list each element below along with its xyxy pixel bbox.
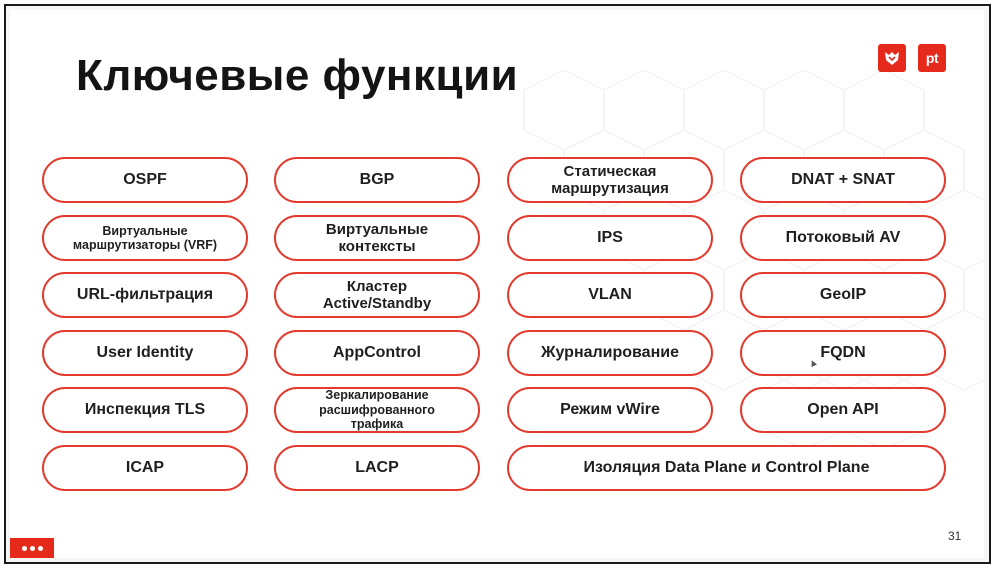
feature-label-line: FQDN: [820, 343, 866, 361]
feature-label-line: VLAN: [588, 285, 632, 303]
feature-label-line: IPS: [597, 228, 623, 246]
feature-pill: [507, 157, 713, 203]
feature-pill: [740, 157, 946, 203]
feature-label: [584, 459, 870, 477]
feature-label-line: URL-фильтрация: [76, 285, 214, 303]
feature-label-line: расшифрованного: [319, 402, 435, 417]
feature-pill: [274, 157, 480, 203]
feature-label: [77, 286, 213, 304]
feature-pill: [740, 387, 946, 433]
feature-label-line: User Identity: [96, 343, 194, 361]
feature-label: [323, 278, 431, 313]
feature-label-line: ICAP: [125, 458, 165, 476]
feature-label-line: Виртуальные: [325, 220, 429, 238]
pt-logo: pt: [918, 44, 946, 72]
presentation-slide: [10, 10, 984, 558]
feature-label: [541, 344, 679, 362]
feature-label-line: GeoIP: [819, 285, 867, 303]
feature-pill: [42, 445, 248, 491]
feature-pill: [42, 157, 248, 203]
feature-label-line: Виртуальные: [102, 223, 188, 238]
feature-label: [73, 224, 217, 253]
feature-pill: [42, 330, 248, 376]
feature-pill: [42, 215, 248, 261]
feature-pill: [507, 330, 713, 376]
feature-label: [123, 171, 167, 189]
feature-pill: [740, 215, 946, 261]
feature-label: [85, 401, 205, 419]
feature-label-line: маршрутизация: [551, 180, 669, 197]
feature-label-line: BGP: [359, 170, 395, 188]
feature-pill: [507, 272, 713, 318]
feature-label-line: Изоляция Data Plane и Control Plane: [583, 458, 870, 476]
feature-label-line: маршрутизаторы (VRF): [72, 238, 218, 252]
feature-label: [126, 459, 164, 477]
feature-label: [551, 163, 669, 198]
feature-label: [326, 221, 428, 256]
feature-pill: [274, 330, 480, 376]
feature-pill: [274, 215, 480, 261]
feature-label: [97, 344, 194, 362]
feature-label-line: Кластер: [346, 277, 408, 295]
feature-label-line: DNAT + SNAT: [791, 170, 895, 188]
feature-label: [360, 171, 395, 189]
shield-logo-icon: [878, 44, 906, 72]
screen-frame: [4, 4, 991, 564]
feature-label-line: контексты: [338, 238, 416, 255]
feature-pill: [274, 387, 480, 433]
feature-pill: [274, 272, 480, 318]
feature-pill: [507, 215, 713, 261]
feature-label-line: Инспекция TLS: [84, 400, 206, 418]
feature-label: [820, 286, 866, 304]
feature-label-line: Потоковый AV: [785, 228, 901, 246]
feature-label-line: Open API: [807, 400, 879, 418]
feature-label-line: Журналирование: [541, 343, 679, 361]
feature-pill: [42, 272, 248, 318]
feature-pill: [274, 445, 480, 491]
feature-label-line: OSPF: [123, 170, 167, 188]
feature-label-line: AppControl: [333, 343, 421, 361]
feature-pill: [740, 330, 946, 376]
feature-label: [820, 344, 865, 362]
feature-label: [319, 388, 435, 431]
feature-label-line: LACP: [355, 458, 399, 476]
feature-label-line: трафика: [350, 417, 404, 432]
page-number: 31: [948, 529, 962, 543]
feature-label: [560, 401, 660, 419]
feature-label: [355, 459, 399, 477]
slide-title: Ключевые функции: [76, 51, 519, 100]
feature-label-line: Зеркалирование: [325, 388, 429, 403]
feature-pill: [740, 272, 946, 318]
feature-label: [588, 286, 632, 304]
corner-brand-logo: [10, 538, 54, 558]
feature-pill: [507, 387, 713, 433]
feature-pill: [507, 445, 946, 491]
feature-pill: [42, 387, 248, 433]
feature-label: [333, 344, 421, 362]
feature-label-line: Статическая: [563, 162, 657, 180]
feature-label-line: Режим vWire: [560, 400, 660, 418]
feature-label: [791, 171, 895, 189]
feature-label-line: Active/Standby: [322, 295, 432, 312]
feature-label: [807, 401, 878, 419]
feature-label: [786, 229, 901, 247]
feature-label: [597, 229, 623, 247]
